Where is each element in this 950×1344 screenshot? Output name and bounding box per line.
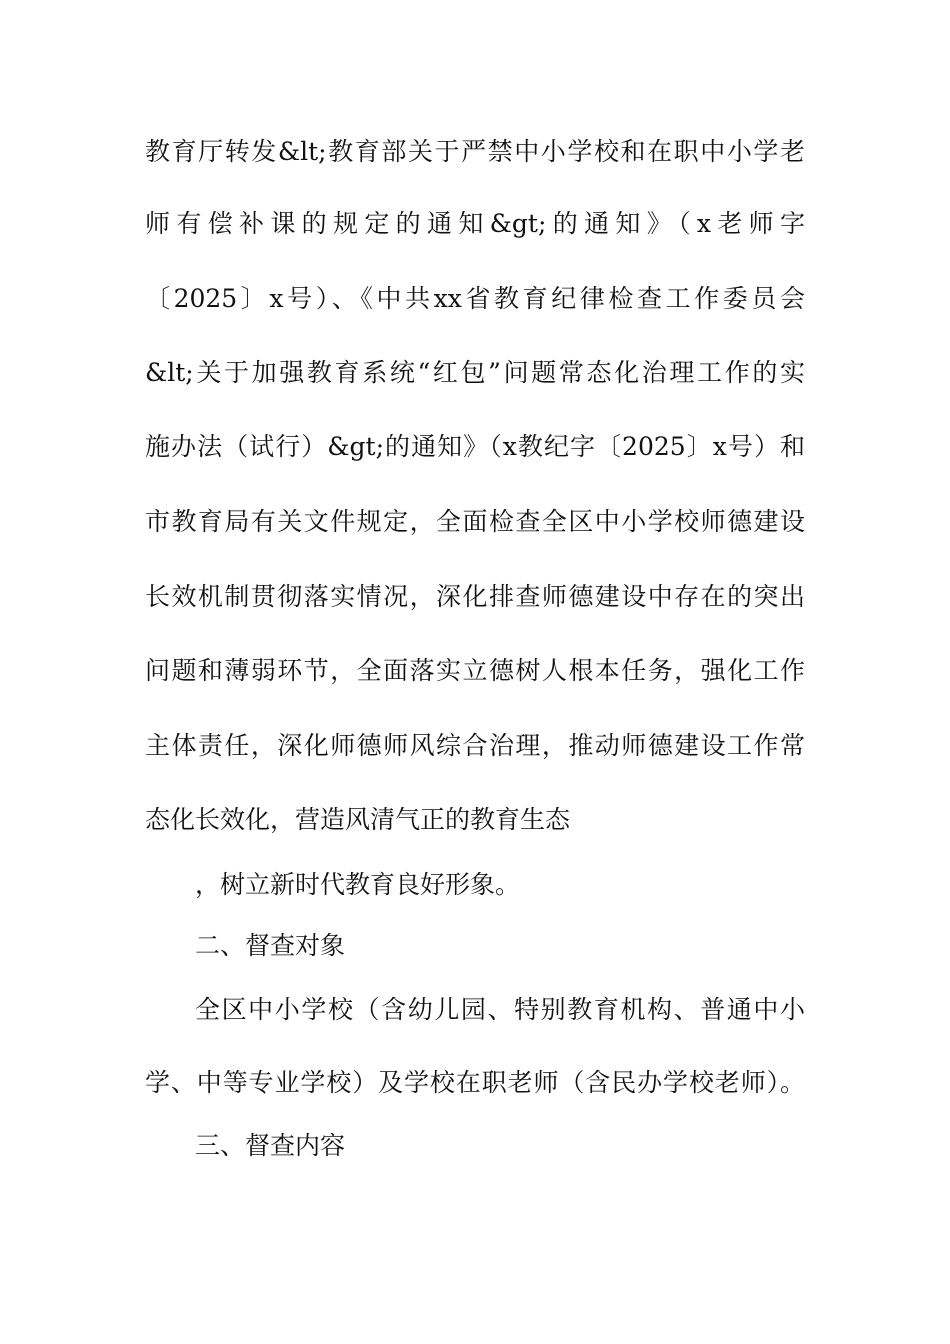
body-text-line: 态化长效化，营造风清气正的教育生态 [145, 805, 571, 834]
body-text-line: 师有偿补课的规定的通知&gt;的通知》（x老师字 [145, 209, 805, 238]
section-heading: 二、督查对象 [195, 931, 346, 960]
body-text-line: 〔2025〕x号）、《中共xx省教育纪律检查工作委员会 [145, 284, 805, 313]
body-text-line: &lt;关于加强教育系统“红包”问题常态化治理工作的实 [145, 358, 805, 387]
body-text-line: ，树立新时代教育良好形象。 [195, 870, 521, 899]
body-text-line: 市教育局有关文件规定，全面检查全区中小学校师德建设 [145, 507, 805, 536]
body-text-line: 学、中等专业学校）及学校在职老师（含民办学校老师）。 [145, 1068, 805, 1097]
body-text-line: 教育厅转发&lt;教育部关于严禁中小学校和在职中小学老 [145, 137, 805, 166]
body-text-line: 长效机制贯彻落实情况，深化排查师德建设中存在的突出 [145, 582, 805, 611]
body-text-line: 施办法（试行）&gt;的通知》（x教纪字〔2025〕x号）和 [145, 432, 805, 461]
body-text-line: 问题和薄弱环节，全面落实立德树人根本任务，强化工作 [145, 656, 805, 685]
body-text-line: 全区中小学校（含幼儿园、特别教育机构、普通中小 [195, 995, 805, 1024]
body-text-line: 主体责任，深化师德师风综合治理，推动师德建设工作常 [145, 731, 805, 760]
section-heading: 三、督查内容 [195, 1131, 346, 1160]
